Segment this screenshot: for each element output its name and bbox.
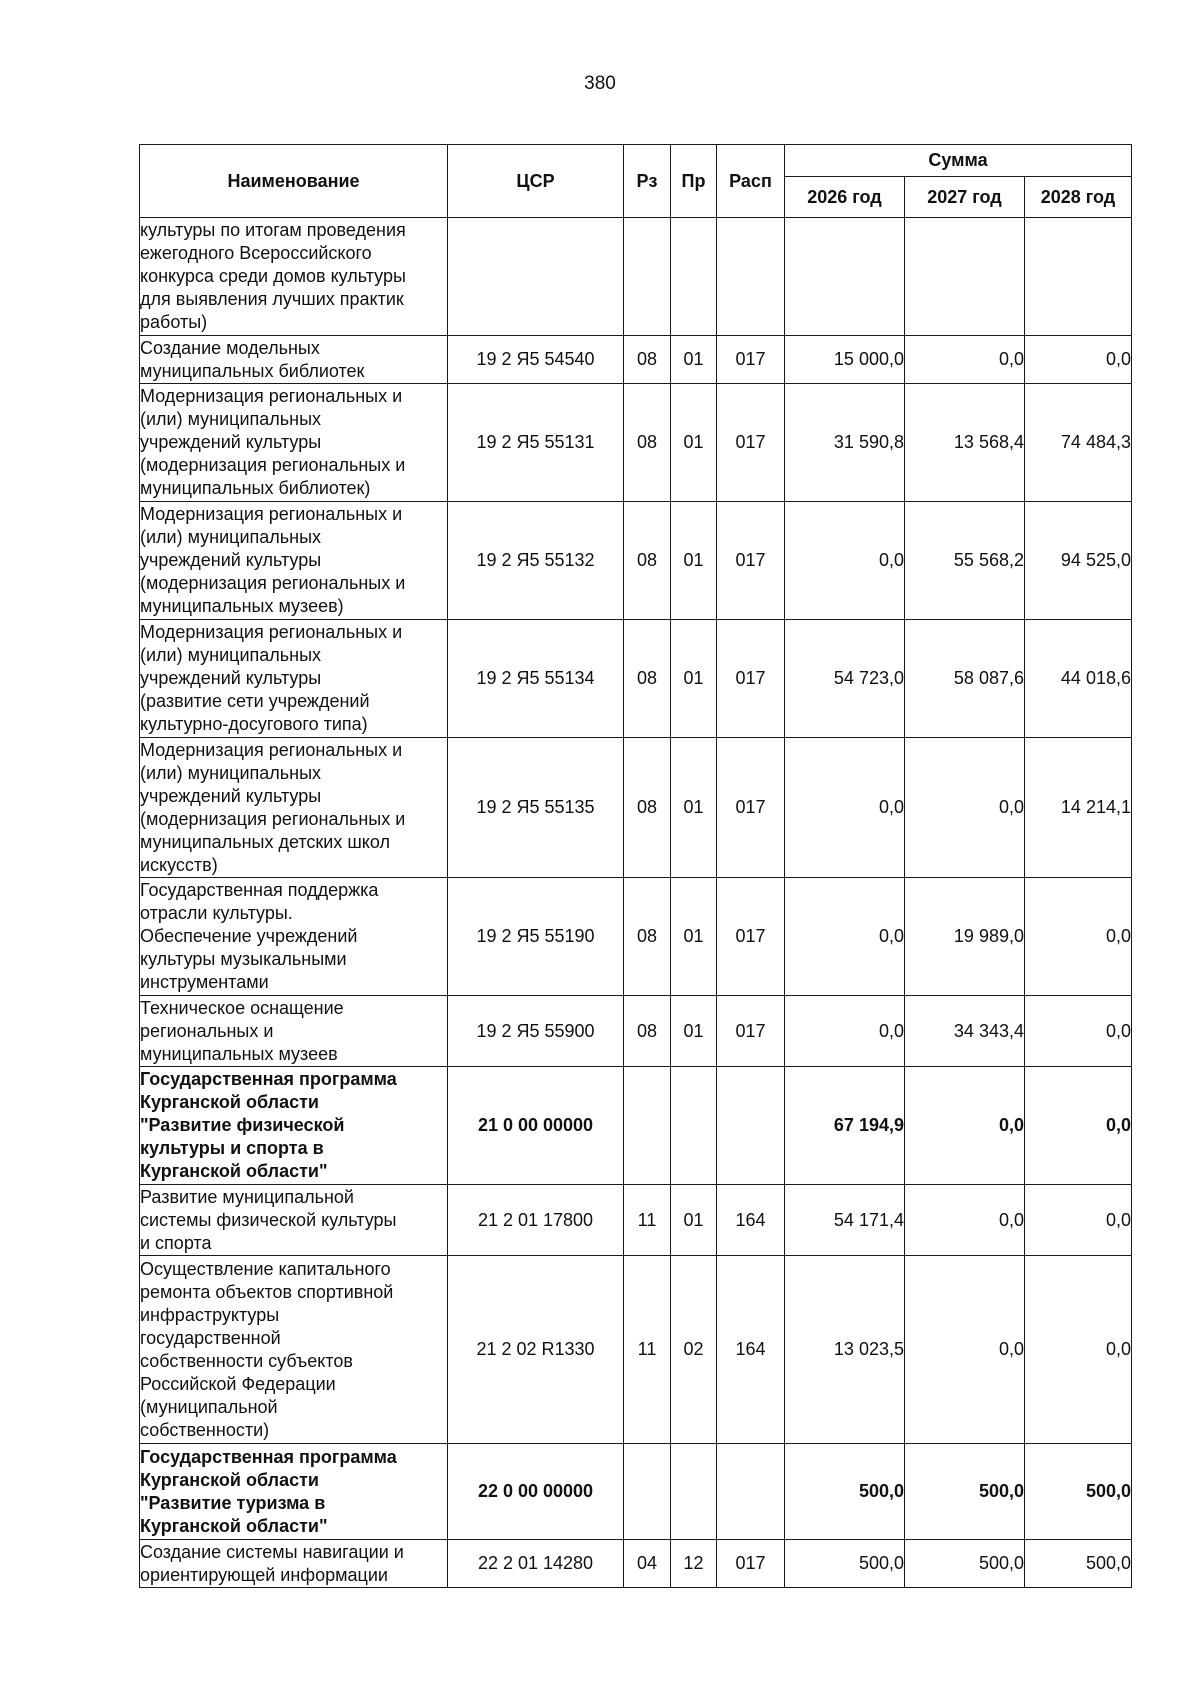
col-header-2026: 2026 год: [785, 177, 905, 218]
row-rasp: 164: [717, 1185, 785, 1256]
row-csr: 19 2 Я5 55131: [448, 384, 624, 502]
row-rz: 08: [624, 620, 671, 738]
table-row: [140, 218, 1132, 336]
row-sum-2026: 54 723,0: [785, 620, 905, 738]
row-sum-2027: 55 568,2: [905, 502, 1025, 620]
row-pr: 01: [671, 384, 717, 502]
table-row: [140, 620, 1132, 738]
col-header-sum: Сумма: [785, 145, 1132, 177]
row-rasp: 017: [717, 996, 785, 1067]
row-sum-2028: 500,0: [1025, 1444, 1132, 1540]
row-name: Создание системы навигации и ориентирующей информации: [140, 1540, 448, 1588]
row-rz: [624, 1444, 671, 1540]
row-sum-2026: 0,0: [785, 996, 905, 1067]
table-row: [140, 1444, 1132, 1540]
row-pr: 01: [671, 996, 717, 1067]
row-rasp: [717, 1444, 785, 1540]
row-sum-2026: [785, 218, 905, 336]
col-header-rz: Рз: [624, 145, 671, 218]
row-csr: 21 2 02 R1330: [448, 1256, 624, 1444]
row-name: Создание модельных муниципальных библиотек: [140, 336, 448, 384]
row-pr: 01: [671, 620, 717, 738]
row-csr: 19 2 Я5 55900: [448, 996, 624, 1067]
row-rz: 11: [624, 1256, 671, 1444]
table-row: [140, 1185, 1132, 1256]
row-name: Техническое оснащение региональных и муниципальных музеев: [140, 996, 448, 1067]
row-pr: 01: [671, 336, 717, 384]
row-rasp: 017: [717, 620, 785, 738]
row-name: Модернизация региональных и (или) муниципальных учреждений культуры (модернизация региональных и муниципальных библиотек): [140, 384, 448, 502]
row-pr: [671, 1444, 717, 1540]
row-csr: 22 0 00 00000: [448, 1444, 624, 1540]
row-pr: 01: [671, 1185, 717, 1256]
row-name: Государственная программа Курганской области "Развитие туризма в Курганской области": [140, 1444, 448, 1540]
row-name: Государственная поддержка отрасли культуры. Обеспечение учреждений культуры музыкальными инструментами: [140, 878, 448, 996]
table-row: [140, 996, 1132, 1067]
row-rasp: 017: [717, 502, 785, 620]
row-rz: 08: [624, 502, 671, 620]
row-name: Модернизация региональных и (или) муниципальных учреждений культуры (модернизация региональных и муниципальных детских школ искусств): [140, 738, 448, 878]
row-csr: 19 2 Я5 55134: [448, 620, 624, 738]
page-number: 380: [584, 73, 616, 94]
row-pr: 02: [671, 1256, 717, 1444]
row-csr: 22 2 01 14280: [448, 1540, 624, 1588]
col-header-2028: 2028 год: [1025, 177, 1132, 218]
row-sum-2027: 0,0: [905, 336, 1025, 384]
row-csr: 21 0 00 00000: [448, 1067, 624, 1185]
row-sum-2027: 58 087,6: [905, 620, 1025, 738]
row-rz: 08: [624, 336, 671, 384]
row-sum-2026: 67 194,9: [785, 1067, 905, 1185]
row-name: Государственная программа Курганской области "Развитие физической культуры и спорта в Курганской области": [140, 1067, 448, 1185]
row-sum-2026: 15 000,0: [785, 336, 905, 384]
row-sum-2028: 0,0: [1025, 878, 1132, 996]
row-sum-2026: 0,0: [785, 738, 905, 878]
row-sum-2026: 13 023,5: [785, 1256, 905, 1444]
row-rz: 11: [624, 1185, 671, 1256]
row-sum-2026: 0,0: [785, 502, 905, 620]
row-sum-2026: 500,0: [785, 1540, 905, 1588]
row-sum-2028: 44 018,6: [1025, 620, 1132, 738]
row-pr: 01: [671, 502, 717, 620]
row-rz: 08: [624, 996, 671, 1067]
table-row: [140, 1256, 1132, 1444]
table-row: [140, 878, 1132, 996]
row-name: Развитие муниципальной системы физической культуры и спорта: [140, 1185, 448, 1256]
table-row: [140, 1067, 1132, 1185]
row-rz: [624, 218, 671, 336]
row-sum-2027: 0,0: [905, 1256, 1025, 1444]
table-row: [140, 738, 1132, 878]
row-sum-2026: 31 590,8: [785, 384, 905, 502]
row-sum-2027: 500,0: [905, 1444, 1025, 1540]
row-sum-2028: 74 484,3: [1025, 384, 1132, 502]
col-header-pr: Пр: [671, 145, 717, 218]
row-name: культуры по итогам проведения ежегодного Всероссийского конкурса среди домов культуры для выявления лучших практик работы): [140, 218, 448, 336]
row-sum-2026: 0,0: [785, 878, 905, 996]
row-rasp: 017: [717, 336, 785, 384]
row-sum-2027: 500,0: [905, 1540, 1025, 1588]
row-rasp: 017: [717, 738, 785, 878]
row-name: Осуществление капитального ремонта объектов спортивной инфраструктуры государственной собственности субъектов Российской Федерации (муниципальной собственности): [140, 1256, 448, 1444]
row-rz: 08: [624, 878, 671, 996]
row-sum-2028: 0,0: [1025, 996, 1132, 1067]
budget-table: [139, 144, 1132, 1588]
row-pr: [671, 1067, 717, 1185]
col-header-name: Наименование: [140, 145, 448, 218]
row-rz: 08: [624, 738, 671, 878]
row-sum-2027: 0,0: [905, 1067, 1025, 1185]
row-sum-2028: 0,0: [1025, 1067, 1132, 1185]
row-pr: 01: [671, 878, 717, 996]
row-rasp: 017: [717, 384, 785, 502]
row-csr: 19 2 Я5 55132: [448, 502, 624, 620]
row-sum-2028: 0,0: [1025, 1256, 1132, 1444]
col-header-rasp: Расп: [717, 145, 785, 218]
col-header-csr: ЦСР: [448, 145, 624, 218]
row-sum-2028: 94 525,0: [1025, 502, 1132, 620]
row-pr: [671, 218, 717, 336]
row-sum-2028: 500,0: [1025, 1540, 1132, 1588]
table-row: [140, 384, 1132, 502]
row-rasp: [717, 218, 785, 336]
row-sum-2027: 34 343,4: [905, 996, 1025, 1067]
row-sum-2027: 19 989,0: [905, 878, 1025, 996]
row-sum-2026: 54 171,4: [785, 1185, 905, 1256]
row-rasp: 017: [717, 878, 785, 996]
row-sum-2027: [905, 218, 1025, 336]
row-rasp: 164: [717, 1256, 785, 1444]
row-name: Модернизация региональных и (или) муниципальных учреждений культуры (модернизация региональных и муниципальных музеев): [140, 502, 448, 620]
row-sum-2027: 13 568,4: [905, 384, 1025, 502]
table-row: [140, 502, 1132, 620]
row-rz: 08: [624, 384, 671, 502]
row-rz: 04: [624, 1540, 671, 1588]
row-csr: 19 2 Я5 55190: [448, 878, 624, 996]
row-sum-2027: 0,0: [905, 1185, 1025, 1256]
col-header-2027: 2027 год: [905, 177, 1025, 218]
row-name: Модернизация региональных и (или) муниципальных учреждений культуры (развитие сети учреждений культурно-досугового типа): [140, 620, 448, 738]
table-header: [140, 145, 1132, 218]
table-row: [140, 1540, 1132, 1588]
row-csr: 21 2 01 17800: [448, 1185, 624, 1256]
row-rz: [624, 1067, 671, 1185]
table-body: [140, 218, 1132, 1588]
row-pr: 01: [671, 738, 717, 878]
row-rasp: 017: [717, 1540, 785, 1588]
row-sum-2028: 0,0: [1025, 336, 1132, 384]
row-sum-2028: 0,0: [1025, 1185, 1132, 1256]
row-sum-2027: 0,0: [905, 738, 1025, 878]
row-sum-2026: 500,0: [785, 1444, 905, 1540]
table-row: [140, 336, 1132, 384]
row-rasp: [717, 1067, 785, 1185]
row-sum-2028: 14 214,1: [1025, 738, 1132, 878]
row-csr: 19 2 Я5 55135: [448, 738, 624, 878]
row-csr: [448, 218, 624, 336]
row-csr: 19 2 Я5 54540: [448, 336, 624, 384]
row-sum-2028: [1025, 218, 1132, 336]
row-pr: 12: [671, 1540, 717, 1588]
